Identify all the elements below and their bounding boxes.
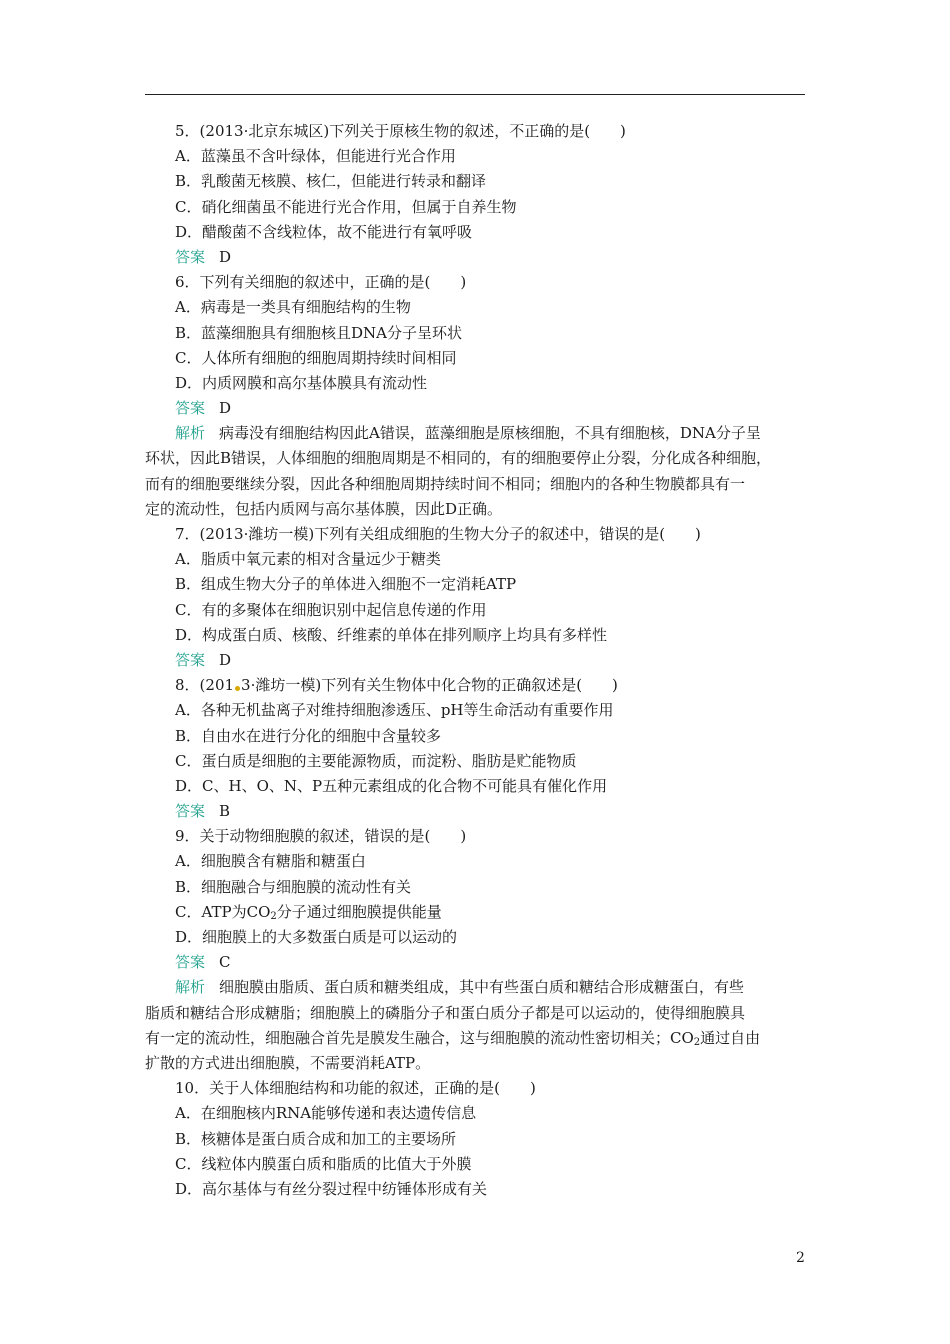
option-a: A．各种无机盐离子对维持细胞渗透压、pH等生命活动有重要作用: [175, 701, 614, 720]
question-stem: 6．下列有关细胞的叙述中，正确的是( ): [175, 273, 467, 292]
answer-value: D: [219, 399, 232, 418]
explain-text: 通过自由: [700, 1028, 761, 1047]
option-c: C．有的多聚体在细胞识别中起信息传递的作用: [175, 600, 487, 619]
option-b: B．自由水在进行分化的细胞中含量较多: [175, 726, 442, 745]
option-b: B．细胞融合与细胞膜的流动性有关: [175, 877, 412, 896]
option-c: C．人体所有细胞的细胞周期持续时间相同: [175, 348, 457, 367]
option-c: C．蛋白质是细胞的主要能源物质，而淀粉、脂肪是贮能物质: [175, 751, 577, 770]
option-b: B．乳酸菌无核膜、核仁，但能进行转录和翻译: [175, 172, 487, 191]
answer-value: D: [219, 247, 232, 266]
explanation-line: [145, 975, 807, 1000]
question-stem: 10．关于人体细胞结构和功能的叙述，正确的是( ): [175, 1079, 536, 1098]
option-a: A．蓝藻虽不含叶绿体，但能进行光合作用: [175, 147, 456, 166]
question-stem: 9．关于动物细胞膜的叙述，错误的是( ): [175, 827, 467, 846]
explanation-line: 环状，因此B错误，人体细胞的细胞周期是不相同的，有的细胞要停止分裂，分化成各种细胞，: [145, 449, 772, 468]
answer-line: [145, 950, 807, 975]
option-c: C．硝化细菌虽不能进行光合作用，但属于自养生物: [175, 197, 517, 216]
explanation-line: [145, 1026, 807, 1051]
explanation-line: 定的流动性，包括内质网与高尔基体膜，因此D正确。: [145, 499, 503, 518]
option-d: D．高尔基体与有丝分裂过程中纺锤体形成有关: [175, 1179, 488, 1198]
option-d: D．C、H、O、N、P五种元素组成的化合物不可能具有催化作用: [175, 776, 608, 795]
answer-line: [145, 799, 807, 824]
option-a: A．细胞膜含有糖脂和糖蛋白: [175, 852, 366, 871]
stem-part: 3·潍坊一模)下列有关生物体中化合物的正确叙述是( ): [241, 676, 618, 695]
option-text: C．ATP为CO: [175, 902, 271, 921]
answer-line: [145, 245, 807, 270]
option-a: A．病毒是一类具有细胞结构的生物: [175, 298, 411, 317]
page-number: 2: [796, 1250, 805, 1266]
answer-line: [145, 648, 807, 673]
explain-text: 病毒没有细胞结构因此A错误，蓝藻细胞是原核细胞，不具有细胞核，DNA分子呈: [219, 424, 761, 443]
explanation-line: 而有的细胞要继续分裂，因此各种细胞周期持续时间不相同；细胞内的各种生物膜都具有一: [145, 474, 746, 493]
option-d: D．醋酸菌不含线粒体，故不能进行有氧呼吸: [175, 222, 473, 241]
answer-label: 答案: [175, 399, 206, 418]
answer-label: 答案: [175, 802, 206, 821]
answer-line: [145, 396, 807, 421]
option-d: D．内质网膜和高尔基体膜具有流动性: [175, 373, 428, 392]
answer-value: C: [219, 953, 231, 972]
option-a: A．在细胞核内RNA能够传递和表达遗传信息: [175, 1104, 477, 1123]
option-c: C．线粒体内膜蛋白质和脂质的比值大于外膜: [175, 1154, 472, 1173]
option-d: D．细胞膜上的大多数蛋白质是可以运动的: [175, 928, 458, 946]
explain-text: 细胞膜由脂质、蛋白质和糖类组成，其中有些蛋白质和糖结合形成糖蛋白，有些: [219, 978, 745, 997]
explanation-line: 脂质和糖结合形成糖脂；细胞膜上的磷脂分子和蛋白质分子都是可以运动的，使得细胞膜具: [145, 1003, 746, 1022]
question-stem: 7．(2013·潍坊一模)下列有关组成细胞的生物大分子的叙述中，错误的是( ): [175, 525, 701, 543]
answer-label: 答案: [175, 247, 206, 266]
explain-label: 解析: [175, 978, 206, 997]
document-body: [145, 119, 807, 1202]
stem-part: 8．(201: [175, 676, 235, 695]
stray-dot-mark: [235, 686, 240, 691]
answer-value: D: [219, 650, 232, 669]
option-text: 分子通过细胞膜提供能量: [276, 902, 442, 921]
subscript: 2: [693, 1036, 701, 1048]
explanation-line: [145, 421, 807, 446]
explanation-line: 扩散的方式进出细胞膜，不需要消耗ATP。: [145, 1053, 431, 1072]
option-b: B．核糖体是蛋白质合成和加工的主要场所: [175, 1129, 457, 1148]
explain-text: 有一定的流动性，细胞融合首先是膜发生融合，这与细胞膜的流动性密切相关；CO: [145, 1028, 694, 1047]
header-rule: [145, 94, 805, 95]
answer-label: 答案: [175, 650, 206, 669]
option-b: B．组成生物大分子的单体进入细胞不一定消耗ATP: [175, 575, 517, 594]
subscript: 2: [270, 910, 277, 922]
option-a: A．脂质中氧元素的相对含量远少于糖类: [175, 550, 441, 569]
answer-value: B: [219, 802, 231, 821]
explain-label: 解析: [175, 424, 206, 443]
question-stem: [145, 673, 807, 698]
question-stem: 5．(2013·北京东城区)下列关于原核生物的叙述，不正确的是( ): [175, 122, 626, 140]
option-b: B．蓝藻细胞具有细胞核且DNA分子呈环状: [175, 323, 463, 342]
option-c: [145, 900, 807, 925]
option-d: D．构成蛋白质、核酸、纤维素的单体在排列顺序上均具有多样性: [175, 625, 608, 644]
answer-label: 答案: [175, 953, 206, 972]
